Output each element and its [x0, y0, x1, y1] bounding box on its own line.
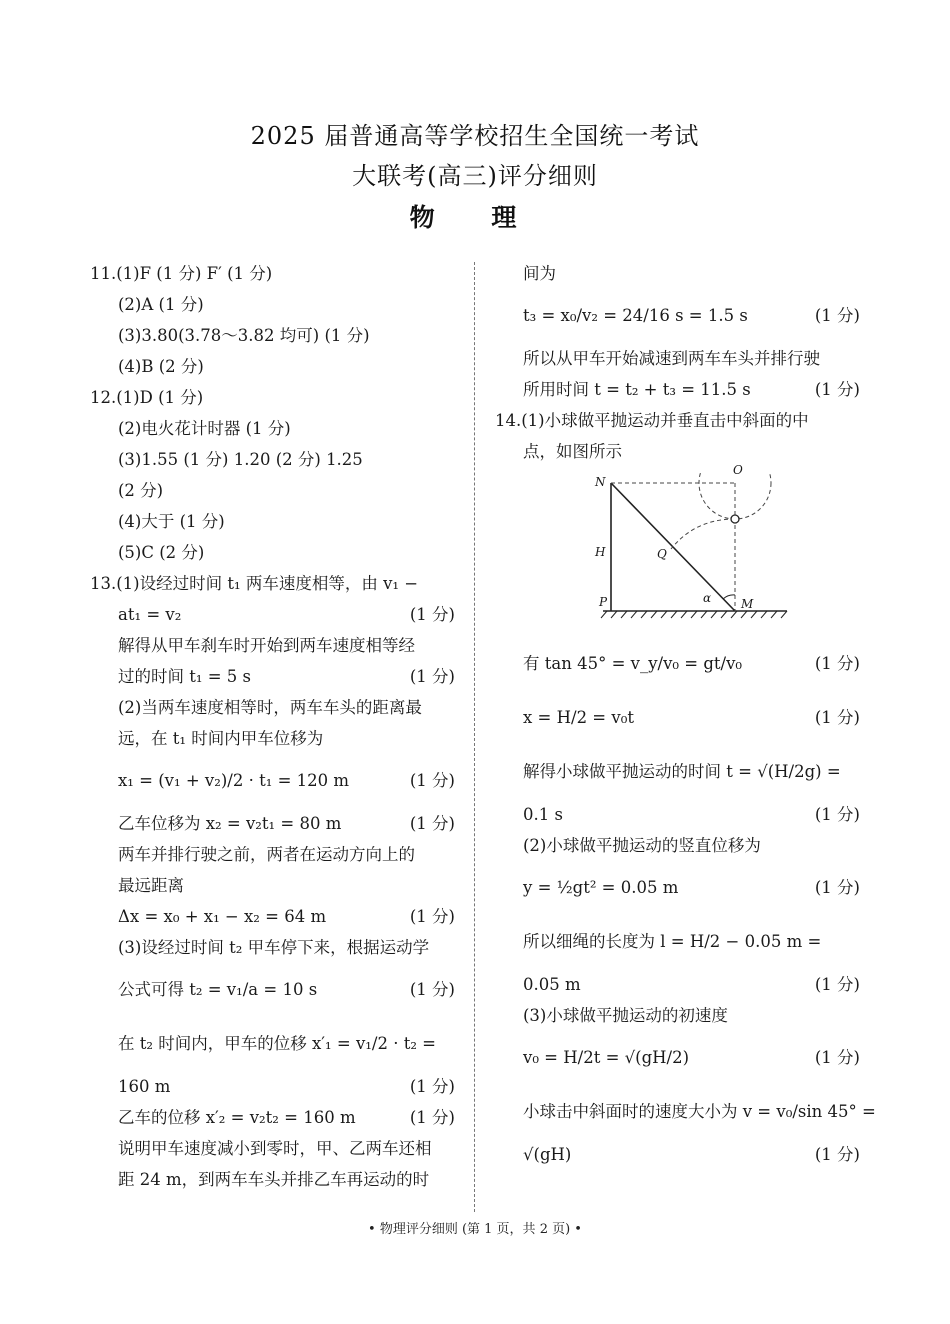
answer-line [495, 1031, 860, 1085]
right-column [495, 258, 876, 1170]
figure-drawing [495, 473, 860, 637]
line-text: 乙车位移为 x₂ = v₂t₁ = 80 m [118, 814, 342, 833]
left-column [90, 258, 455, 1195]
score-mark: (1 分) [409, 667, 455, 686]
answer-line: 所以从甲车开始减速到两车车头并排行驶 [523, 349, 820, 368]
line-text: at₁ = v₂ [118, 605, 182, 624]
label-P: P [599, 595, 608, 609]
line-text: 乙车的位移 x′₂ = v₂t₂ = 160 m [118, 1108, 356, 1127]
score-mark: (1 分) [814, 878, 860, 897]
answer-line: 12.(1)D (1 分) [90, 388, 204, 407]
answer-line: 13.(1)设经过时间 t₁ 两车速度相等，由 v₁ − [90, 574, 419, 593]
exam-subtitle: 大联考(高三)评分细则 [352, 162, 598, 190]
answer-line: 距 24 m，到两车车头并排乙车再运动的时 [118, 1170, 430, 1189]
score-mark: (1 分) [814, 805, 860, 824]
answer-line: (2 分) [118, 481, 164, 500]
answer-line [495, 374, 860, 405]
answer-line [495, 861, 860, 915]
line-text: 0.05 m [523, 975, 581, 994]
answer-line [90, 808, 455, 839]
label-alpha: α [703, 591, 712, 605]
answer-line: (2)小球做平抛运动的竖直位移为 [523, 836, 761, 855]
answer-line [495, 289, 860, 343]
score-mark: (1 分) [814, 1048, 860, 1067]
score-mark: (1 分) [814, 306, 860, 325]
answer-line [90, 1071, 455, 1102]
answer-line [495, 969, 860, 1000]
answer-line [90, 754, 455, 808]
score-mark: (1 分) [814, 1145, 860, 1164]
answer-line: 所以细绳的长度为 l = H/2 − 0.05 m = [523, 932, 822, 951]
score-mark: (1 分) [814, 708, 860, 727]
score-mark: (1 分) [814, 380, 860, 399]
answer-line [495, 637, 860, 691]
answer-line: (2)A (1 分) [118, 295, 204, 314]
subject-title: 物 理 [409, 203, 541, 232]
answer-line: 解得从甲车刹车时开始到两车速度相等经 [118, 636, 415, 655]
answer-line: (3)1.55 (1 分) 1.20 (2 分) 1.25 [118, 450, 363, 469]
score-mark: (1 分) [409, 605, 455, 624]
answer-line: 点，如图所示 [523, 442, 622, 461]
answer-line: 小球击中斜面时的速度大小为 v = v₀/sin 45° = [523, 1102, 876, 1121]
line-text: x = H/2 = v₀t [523, 708, 634, 727]
score-mark: (1 分) [409, 980, 455, 999]
label-H: H [595, 545, 606, 559]
score-mark: (1 分) [409, 1077, 455, 1096]
answer-line: (3)设经过时间 t₂ 甲车停下来，根据运动学 [118, 938, 430, 957]
score-mark: (1 分) [409, 771, 455, 790]
answer-line: 11.(1)F (1 分) F′ (1 分) [90, 264, 273, 283]
answer-line: 解得小球做平抛运动的时间 t = √(H/2g) = [523, 762, 841, 781]
answer-line [495, 691, 860, 745]
line-text: 有 tan 45° = v_y/v₀ = gt/v₀ [523, 654, 743, 673]
answer-line: (3)3.80(3.78～3.82 均可) (1 分) [118, 326, 370, 345]
answer-line: 远，在 t₁ 时间内甲车位移为 [118, 729, 324, 748]
score-mark: (1 分) [409, 814, 455, 833]
line-text: Δx = x₀ + x₁ − x₂ = 64 m [118, 907, 327, 926]
answer-line [90, 1102, 455, 1133]
line-text: 0.1 s [523, 805, 563, 824]
projectile-incline-figure [495, 463, 860, 637]
exam-title: 2025 届普通高等学校招生全国统一考试 [250, 122, 700, 150]
line-text: v₀ = H/2t = √(gH/2) [523, 1048, 690, 1067]
line-text: 公式可得 t₂ = v₁/a = 10 s [118, 980, 318, 999]
line-text: y = ½gt² = 0.05 m [523, 878, 679, 897]
line-text: √(gH) [523, 1145, 572, 1164]
answer-line: 最远距离 [118, 876, 184, 895]
answer-line: (2)当两车速度相等时，两车车头的距离最 [118, 698, 422, 717]
answer-line: 在 t₂ 时间内，甲车的位移 x′₁ = v₁/2 · t₂ = [118, 1034, 437, 1053]
line-text: 160 m [118, 1077, 171, 1096]
line-text: x₁ = (v₁ + v₂)/2 · t₁ = 120 m [118, 771, 350, 790]
score-mark: (1 分) [409, 907, 455, 926]
answer-line [90, 661, 455, 692]
answer-line [90, 599, 455, 630]
score-mark: (1 分) [814, 975, 860, 994]
answer-line: 14.(1)小球做平抛运动并垂直击中斜面的中 [495, 411, 809, 430]
answer-line: (3)小球做平抛运动的初速度 [523, 1006, 728, 1025]
label-N: N [595, 475, 606, 489]
label-O: O [733, 463, 743, 477]
answer-line: 两车并排行驶之前，两者在运动方向上的 [118, 845, 415, 864]
line-text: t₃ = x₀/v₂ = 24/16 s = 1.5 s [523, 306, 748, 325]
line-text: 过的时间 t₁ = 5 s [118, 667, 252, 686]
answer-line [495, 1139, 860, 1170]
column-divider [474, 262, 475, 1212]
label-Q: Q [657, 547, 667, 561]
answer-line [90, 901, 455, 932]
answer-line: (4)大于 (1 分) [118, 512, 225, 531]
page-footer: • 物理评分细则 (第 1 页，共 2 页) • [368, 1222, 582, 1237]
answer-line: 说明甲车速度减小到零时，甲、乙两车还相 [118, 1139, 432, 1158]
score-mark: (1 分) [814, 654, 860, 673]
answer-line: (5)C (2 分) [118, 543, 205, 562]
answer-line [90, 963, 455, 1017]
line-text: 所用时间 t = t₂ + t₃ = 11.5 s [523, 380, 751, 399]
answer-line [495, 799, 860, 830]
label-M: M [741, 597, 754, 611]
answer-line: (4)B (2 分) [118, 357, 204, 376]
score-mark: (1 分) [409, 1108, 455, 1127]
answer-line: 间为 [523, 264, 556, 283]
answer-line: (2)电火花计时器 (1 分) [118, 419, 291, 438]
